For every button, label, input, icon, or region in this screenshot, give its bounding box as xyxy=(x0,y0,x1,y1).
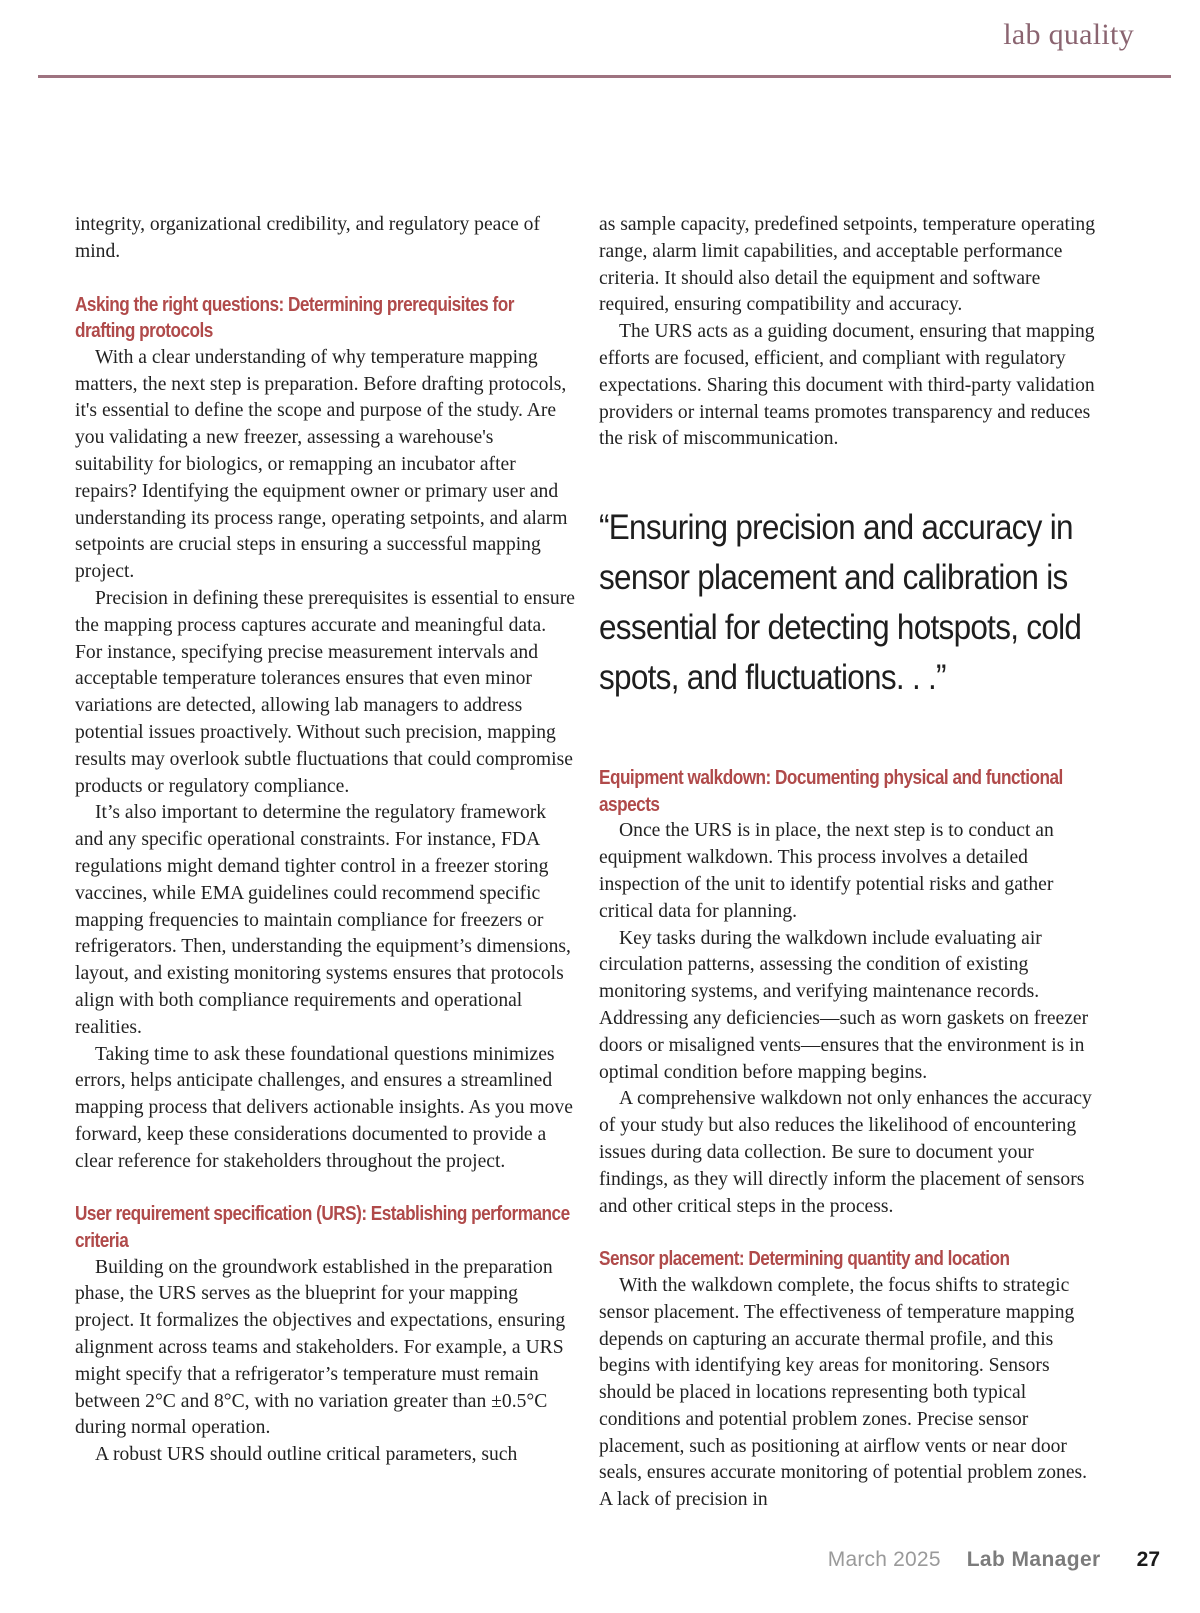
body-paragraph: A comprehensive walkdown not only enhances the accuracy of your study but also reduces the likelihood of encountering issues during data collection. Be sure to document your findings, as they will directly inform the placement of sensors and other critical steps in the process. xyxy=(599,1088,1092,1217)
page-footer xyxy=(828,1548,1160,1572)
continued-paragraph: integrity, organizational credibility, and regulatory peace of mind. xyxy=(75,214,540,262)
header-divider xyxy=(38,75,1171,78)
publication-name: Lab Manager xyxy=(966,1548,1101,1571)
section-heading-urs: User requirement specification (URS): Establishing performance criteria xyxy=(75,1203,570,1253)
section-heading-walkdown: Equipment walkdown: Documenting physical and functional aspects xyxy=(599,767,1063,816)
section-label: lab quality xyxy=(1003,18,1134,51)
issue-date: March 2025 xyxy=(827,1548,941,1571)
body-paragraph: Precision in defining these prerequisites is essential to ensure the mapping process captures accurate and meaningful data. For instance, specifying precise measurement intervals and acceptable temperature tolerances ensures that even minor variations are detected, allowing lab managers to address potential issues proactively. Without such precision, mapping results may overlook subtle fluctuations that could compromise products or regulatory compliance. xyxy=(75,587,575,797)
continued-paragraph: as sample capacity, predefined setpoints, temperature operating range, alarm limit capabilities, and acceptable performance criteria. It should also detail the equipment and software required, ensuring compatibility and accuracy. xyxy=(599,214,1095,316)
body-paragraph: A robust URS should outline critical parameters, such xyxy=(95,1444,518,1466)
body-paragraph: With a clear understanding of why temperature mapping matters, the next step is preparation. Before drafting protocols, it's essential to define the scope and purpose of the study. Are you validating a new freezer, assessing a warehouse's suitability for biologics, or remapping an incubator after repairs? Identifying the equipment owner or primary user and understanding its process range, operating setpoints, and alarm setpoints are crucial steps in ensuring a successful mapping project. xyxy=(75,346,568,583)
pull-quote: “Ensuring precision and accuracy in sensor placement and calibration is essential for detecting hotspots, cold spots, and fluctuations. . .” xyxy=(599,508,1082,698)
body-paragraph: The URS acts as a guiding document, ensuring that mapping efforts are focused, efficient, and compliant with regulatory expectations. Sharing this document with third-party validation providers or internal teams promotes transparency and reduces the risk of miscommunication. xyxy=(599,321,1095,450)
section-heading-prerequisites: Asking the right questions: Determining prerequisites for drafting protocols xyxy=(75,293,514,343)
body-paragraph: Building on the groundwork established in the preparation phase, the URS serves as the blueprint for your mapping project. It formalizes the objectives and expectations, ensuring alignment across teams and stakeholders. For example, a URS might specify that a refrigerator’s temperature must remain between 2°C and 8°C, with no variation greater than ±0.5°C during normal operation. xyxy=(75,1256,566,1439)
page-number: 27 xyxy=(1136,1548,1160,1571)
body-paragraph: Key tasks during the walkdown include evaluating air circulation patterns, assessing the condition of existing monitoring systems, and verifying maintenance records. Addressing any deficiencies—such as worn gaskets on freezer doors or misaligned vents—ensures that the environment is in optimal condition before mapping begins. xyxy=(599,927,1089,1083)
right-column xyxy=(599,212,1101,1514)
body-paragraph: Taking time to ask these foundational questions minimizes errors, helps anticipate challenges, and ensures a streamlined mapping process that delivers actionable insights. As you move forward, keep these considerations documented to provide a clear reference for stakeholders throughout the project. xyxy=(75,1043,573,1172)
body-paragraph: With the walkdown complete, the focus shifts to strategic sensor placement. The effectiveness of temperature mapping depends on capturing an accurate thermal profile, and this begins with identifying key areas for monitoring. Sensors should be placed in locations representing both typical conditions and potential problem zones. Precise sensor placement, such as positioning at airflow vents or near door seals, ensures accurate monitoring of potential problem zones. A lack of precision in xyxy=(599,1274,1088,1511)
left-column xyxy=(75,212,575,1469)
body-paragraph: It’s also important to determine the regulatory framework and any specific operational constraints. For instance, FDA regulations might demand tighter control in a freezer storing vaccines, while EMA guidelines could recommend specific mapping frequencies to maintain compliance for freezers or refrigerators. Then, understanding the equipment’s dimensions, layout, and existing monitoring systems ensures that protocols align with both compliance requirements and operational realities. xyxy=(75,802,571,1038)
body-paragraph: Once the URS is in place, the next step is to conduct an equipment walkdown. This process involves a detailed inspection of the unit to identify potential risks and gather critical data for planning. xyxy=(599,820,1054,922)
section-heading-sensor-placement: Sensor placement: Determining quantity and location xyxy=(599,1248,1010,1271)
